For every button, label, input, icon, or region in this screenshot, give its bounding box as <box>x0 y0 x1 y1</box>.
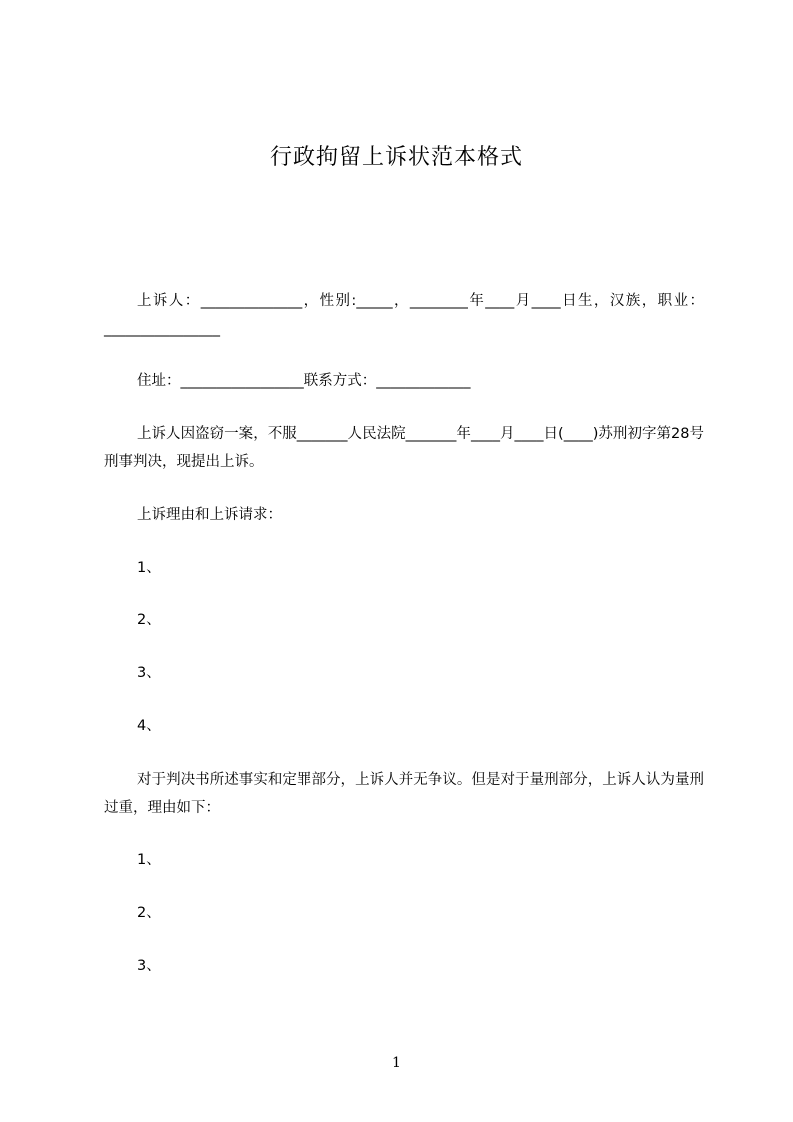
reasons-item: 3、 <box>137 665 161 681</box>
case-statement: 上诉人因盗窃一案，不服_______人民法院_______年____月____日(____)苏刑初字第28号刑事判决，现提出上诉。 <box>104 426 704 470</box>
reasons-item: 2、 <box>137 612 161 628</box>
document-title: 行政拘留上诉状范本格式 <box>269 145 523 170</box>
sentencing-item: 1、 <box>137 852 161 868</box>
page-number: 1 <box>392 1055 401 1071</box>
sentencing-item: 3、 <box>137 958 161 974</box>
sentencing-statement: 对于判决书所述事实和定罪部分，上诉人并无争议。但是对于量刑部分，上诉人认为量刑过重，理由如下： <box>104 772 704 816</box>
sentencing-item: 2、 <box>137 905 161 921</box>
reasons-item: 1、 <box>137 560 161 576</box>
address-line: 住址：_________________联系方式：_____________ <box>137 373 471 389</box>
appellant-info: 上诉人：______________，性别:_____，________年____月____日生，汉族，职业：________________ <box>104 293 704 337</box>
reasons-heading: 上诉理由和上诉请求： <box>137 507 282 523</box>
reasons-item: 4、 <box>137 718 161 734</box>
